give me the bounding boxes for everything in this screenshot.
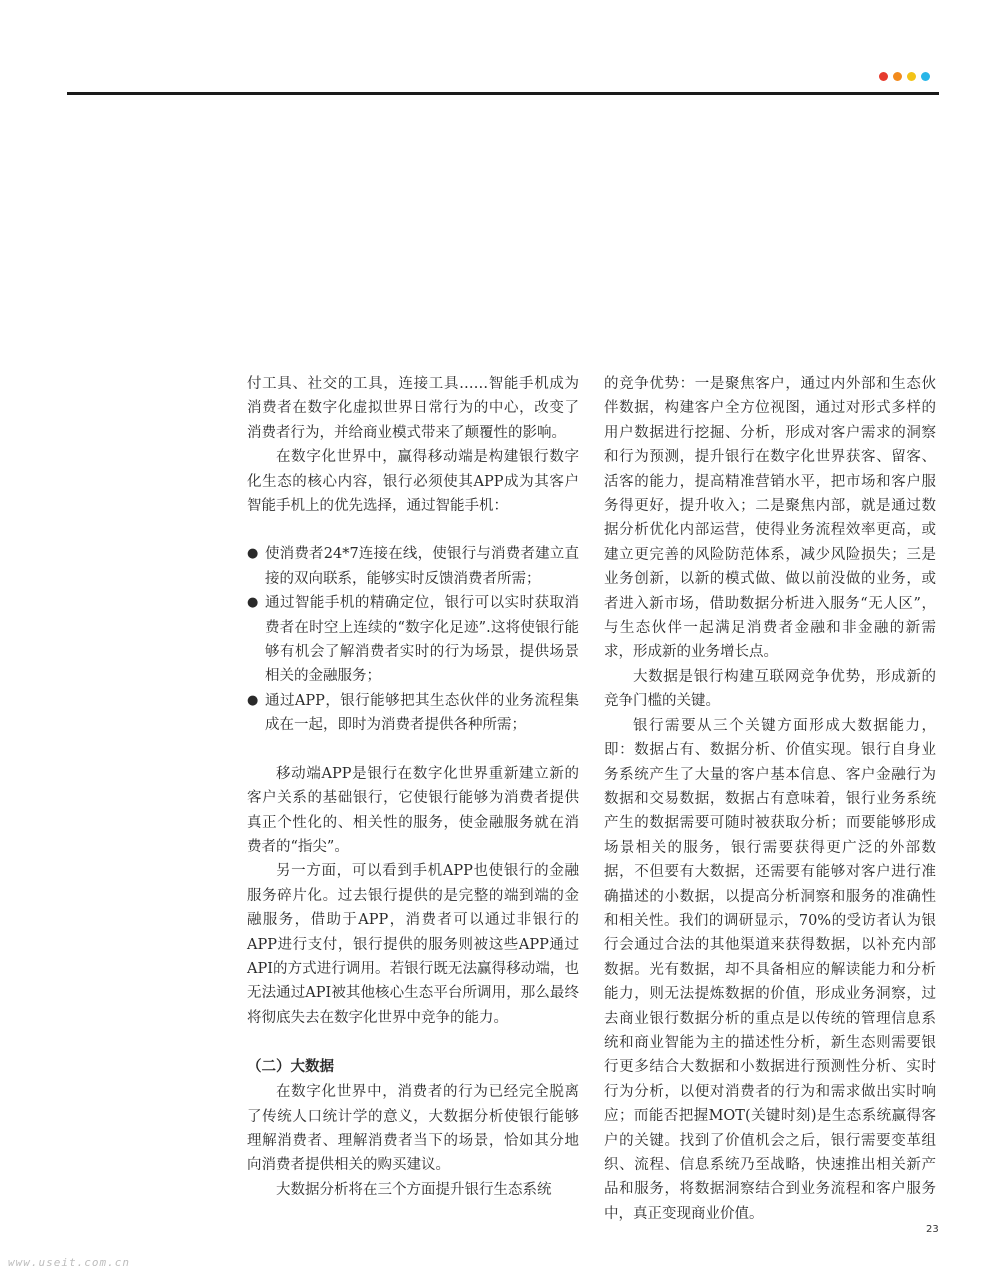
bullet-item bbox=[247, 542, 579, 591]
watermark: www.useit.com.cn bbox=[8, 1256, 130, 1269]
body-paragraph: 另一方面，可以看到手机APP也使银行的金融服务碎片化。过去银行提供的是完整的端到端的金融服务，借助于APP，消费者可以通过非银行的APP进行支付，银行提供的服务则被这些APP通过API的方式进行调用。若银行既无法赢得移动端，也无法通过API被其他核心生态平台所调用，那么最终将彻底失去在数字化世界中竞争的能力。 bbox=[247, 863, 579, 1026]
bullet-text: 使消费者24*7连接在线，使银行与消费者建立直接的双向联系，能够实时反馈消费者所需； bbox=[265, 546, 579, 587]
body-paragraph: 付工具、社交的工具，连接工具……智能手机成为消费者在数字化虚拟世界日常行为的中心，改变了消费者行为，并给商业模式带来了颠覆性的影响。 bbox=[247, 376, 579, 441]
bullet-item bbox=[247, 591, 579, 689]
body-paragraph: 大数据分析将在三个方面提升银行生态系统 bbox=[276, 1181, 552, 1198]
header-rule bbox=[67, 92, 939, 95]
body-paragraph: 在数字化世界中，消费者的行为已经完全脱离了传统人口统计学的意义，大数据分析使银行能够理解消费者、理解消费者当下的场景，恰如其分地向消费者提供相关的购买建议。 bbox=[247, 1084, 579, 1174]
body-paragraph: 在数字化世界中，赢得移动端是构建银行数字化生态的核心内容，银行必须使其APP成为其客户智能手机上的优先选择，通过智能手机： bbox=[247, 449, 579, 515]
paragraph-spacer bbox=[247, 738, 579, 762]
body-paragraph: 的竞争优势：一是聚焦客户，通过内外部和生态伙伴数据，构建客户全方位视图，通过对形式多样的用户数据进行挖掘、分析，形成对客户需求的洞察和行为预测，提升银行在数字化世界获客、留客、活客的能力，提高精准营销水平，把市场和客户服务得更好，提升收入；二是聚焦内部，就是通过数据分析优化内部运营，使得业务流程效率更高，或建立更完善的风险防范体系，减少风险损失；三是业务创新，以新的模式做、做以前没做的业务，或者进入新市场，借助数据分析进入服务“无人区”，与生态伙伴一起满足消费者金融和非金融的新需求，形成新的业务增长点。 bbox=[604, 376, 936, 661]
right-column bbox=[604, 372, 936, 1226]
section-heading: （二）大数据 bbox=[247, 1059, 334, 1076]
bullet-text: 通过智能手机的精确定位，银行可以实时获取消费者在时空上连续的“数字化足迹”.这将使银行能够有机会了解消费者实时的行为场景，提供场景相关的金融服务； bbox=[265, 595, 579, 685]
header-dot bbox=[921, 72, 930, 81]
bullet-text: 通过APP，银行能够把其生态伙伴的业务流程集成在一起，即时为消费者提供各种所需； bbox=[265, 692, 579, 734]
body-paragraph: 银行需要从三个关键方面形成大数据能力，即：数据占有、数据分析、价值实现。银行自身业务系统产生了大量的客户基本信息、客户金融行为数据和交易数据，数据占有意味着，银行业务系统产生的数据需要可随时被获取分析；而要能够形成场景相关的服务，银行需要获得更广泛的外部数据，不但要有大数据，还需要有能够对客户进行准确描述的小数据，以提高分析洞察和服务的准确性和相关性。我们的调研显示，70%的受访者认为银行会通过合法的其他渠道来获得数据，以补充内部数据。光有数据，却不具备相应的解读能力和分析能力，则无法提炼数据的价值，形成业务洞察，过去商业银行数据分析的重点是以传统的管理信息系统和商业智能为主的描述性分析，新生态则需要银行更多结合大数据和小数据进行预测性分析、实时行为分析，以便对消费者的行为和需求做出实时响应；而能否把握MOT(关键时刻)是生态系统赢得客户的关键。找到了价值机会之后，银行需要变革组织、流程、信息系统乃至战略，快速推出相关新产品和服务，将数据洞察结合到业务流程和客户服务中，真正变现商业价值。 bbox=[604, 717, 936, 1222]
header-dot bbox=[879, 72, 888, 81]
bullet-dot-icon: ● bbox=[247, 546, 259, 562]
header-dot bbox=[893, 72, 902, 81]
paragraph-spacer bbox=[247, 1030, 579, 1054]
bullet-dot-icon: ● bbox=[247, 692, 259, 708]
bullet-item bbox=[247, 689, 579, 738]
page-number: 23 bbox=[926, 1224, 939, 1235]
body-paragraph: 移动端APP是银行在数字化世界重新建立新的客户关系的基础银行，它使银行能够为消费者提供真正个性化的、相关性的服务，使金融服务就在消费者的“指尖”。 bbox=[247, 765, 579, 855]
header-dots bbox=[879, 72, 930, 81]
body-paragraph: 大数据是银行构建互联网竞争优势，形成新的竞争门槛的关键。 bbox=[604, 668, 936, 710]
left-column bbox=[247, 372, 579, 1202]
header-dot bbox=[907, 72, 916, 81]
bullet-dot-icon: ● bbox=[247, 595, 259, 611]
paragraph-spacer bbox=[247, 518, 579, 542]
